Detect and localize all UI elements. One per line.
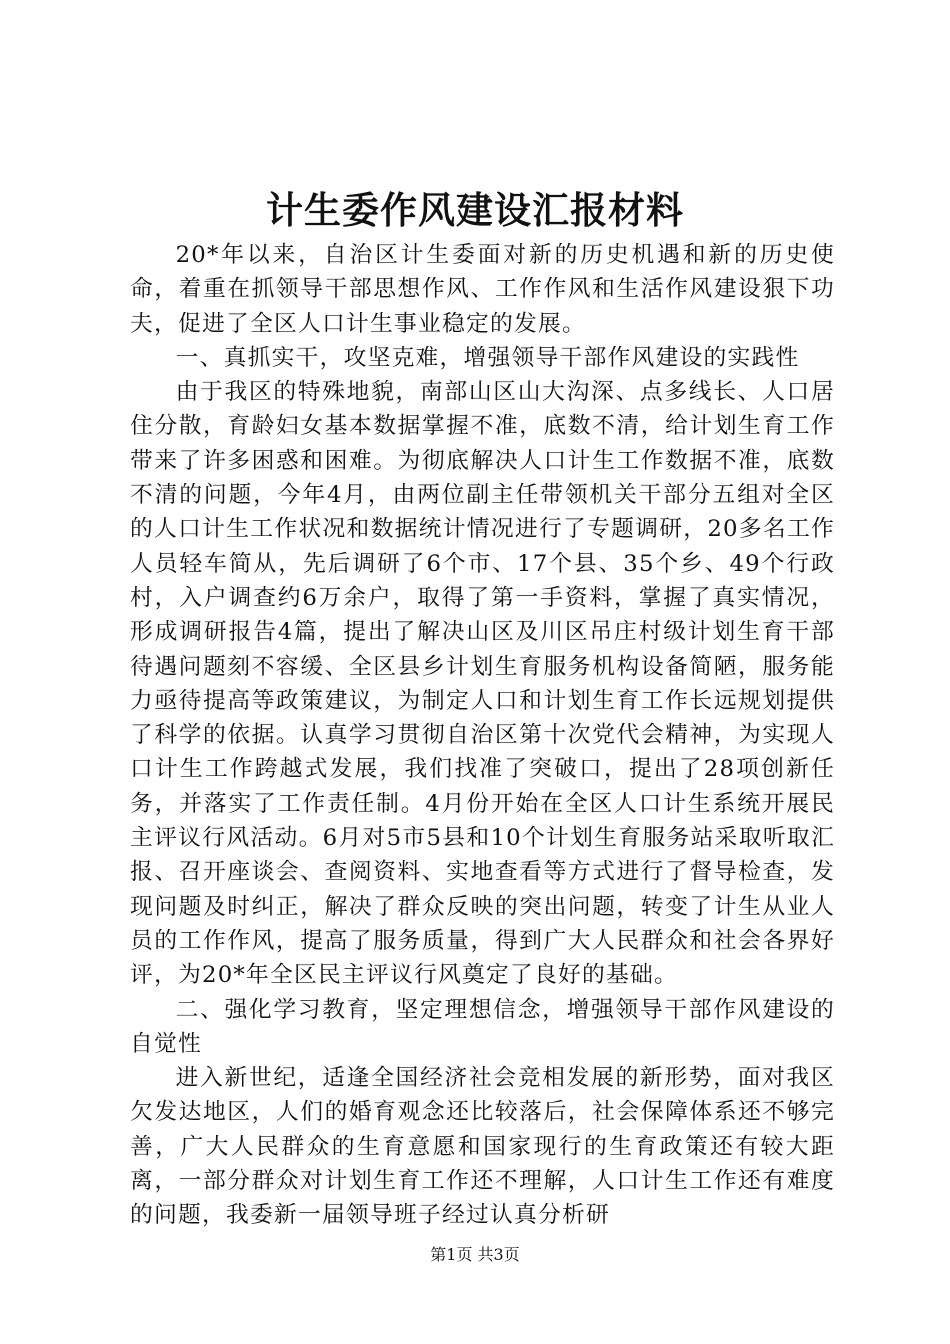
document-body	[130, 238, 835, 1233]
section-heading-2: 二、强化学习教育，坚定理想信念，增强领导干部作风建设的自觉性	[130, 996, 835, 1057]
section-heading-1: 一、真抓实干，攻坚克难，增强领导干部作风建设的实践性	[175, 344, 800, 371]
section-2-paragraph: 进入新世纪，适逢全国经济社会竞相发展的新形势，面对我区欠发达地区，人们的婚育观念还比较落后，社会保障体系还不够完善，广大人民群众的生育意愿和国家现行的生育政策还有较大距离，一部分群众对计划生育工作还不理解，人口计生工作还有难度的问题，我委新一届领导班子经过认真分析研	[130, 1065, 835, 1229]
page-title: 计生委作风建设汇报材料	[266, 188, 684, 232]
page-footer: 第1页 共3页	[430, 1245, 520, 1264]
section-1-paragraph: 由于我区的特殊地貌，南部山区山大沟深、点多线长、人口居住分散，育龄妇女基本数据掌握不准，底数不清，给计划生育工作带来了许多困惑和困难。为彻底解决人口计生工作数据不准，底数不清的问题，今年4月，由两位副主任带领机关干部分五组对全区的人口计生工作状况和数据统计情况进行了专题调研，20多名工作人员轻车简从，先后调研了6个市、17个县、35个乡、49个行政村，入户调查约6万余户，取得了第一手资料，掌握了真实情况，形成调研报告4篇，提出了解决山区及川区吊庄村级计划生育干部待遇问题刻不容缓、全区县乡计划生育服务机构设备简陋，服务能力亟待提高等政策建议，为制定人口和计划生育工作长远规划提供了科学的依据。认真学习贯彻自治区第十次党代会精神，为实现人口计生工作跨越式发展，我们找准了突破口，提出了28项创新任务，并落实了工作责任制。4月份开始在全区人口计生系统开展民主评议行风活动。6月对5市5县和10个计划生育服务站采取听取汇报、召开座谈会、查阅资料、实地查看等方式进行了督导检查，发现问题及时纠正，解决了群众反映的突出问题，转变了计生从业人员的工作作风，提高了服务质量，得到广大人民群众和社会各界好评，为20*年全区民主评议行风奠定了良好的基础。	[130, 379, 835, 989]
intro-paragraph: 20*年以来，自治区计生委面对新的历史机遇和新的历史使命，着重在抓领导干部思想作风、工作作风和生活作风建设狠下功夫，促进了全区人口计生事业稳定的发展。	[130, 242, 835, 337]
